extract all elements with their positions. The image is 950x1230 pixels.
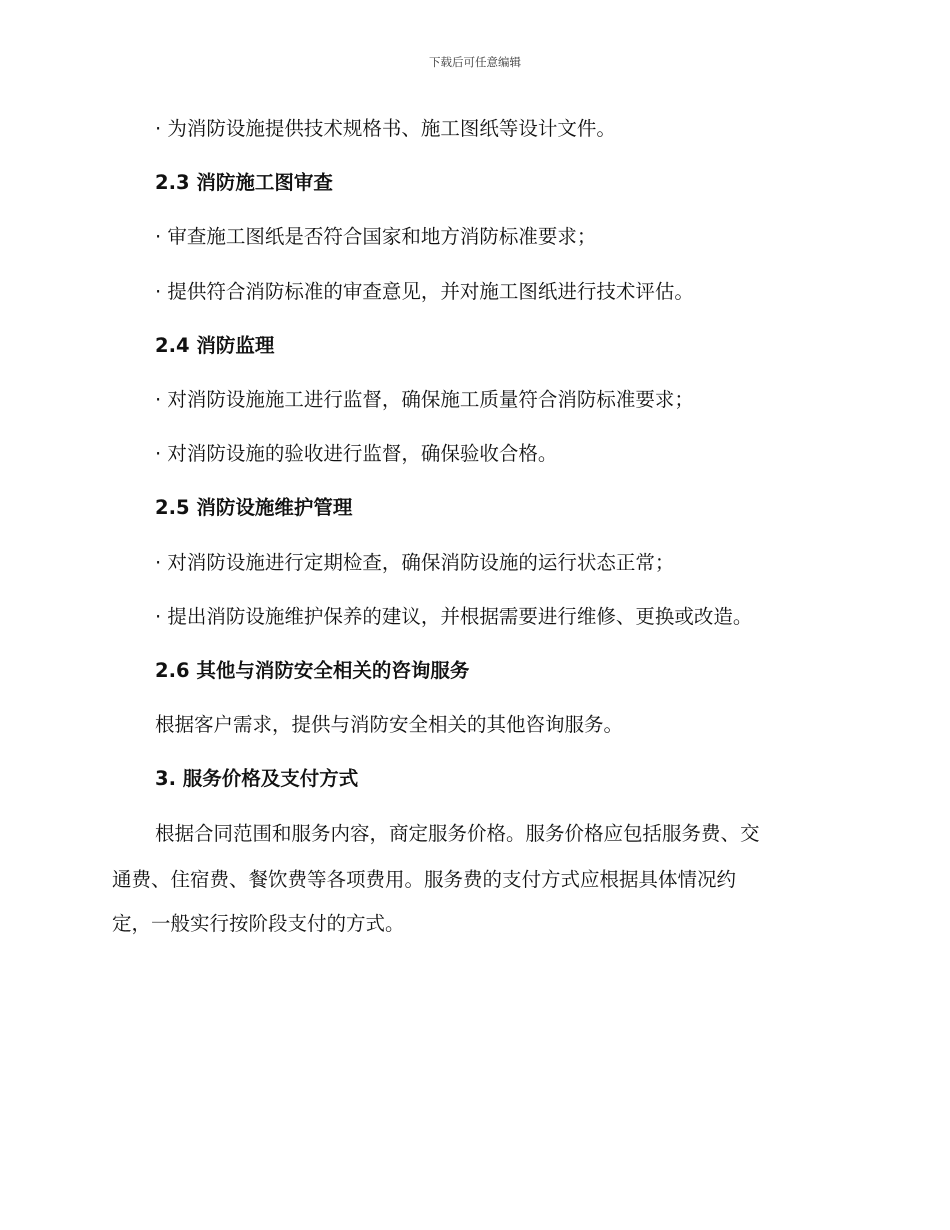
paragraph-pricing-line-3: 定，一般实行按阶段支付的方式。 [112,912,405,935]
page-header: 下载后可任意编辑 [429,55,521,69]
bullet-review-opinions: · 提供符合消防标准的审查意见，并对施工图纸进行技术评估。 [155,280,694,303]
paragraph-other-services: 根据客户需求，提供与消防安全相关的其他咨询服务。 [155,713,624,736]
section-heading-2-5: 2.5 消防设施维护管理 [155,496,353,519]
bullet-supervise-acceptance: · 对消防设施的验收进行监督，确保验收合格。 [155,442,558,465]
bullet-maintenance-advice: · 提出消防设施维护保养的建议，并根据需要进行维修、更换或改造。 [155,605,753,628]
bullet-review-drawings: · 审查施工图纸是否符合国家和地方消防标准要求； [155,225,597,248]
section-heading-2-3: 2.3 消防施工图审查 [155,171,333,194]
section-heading-3: 3. 服务价格及支付方式 [155,767,359,790]
bullet-supervise-construction: · 对消防设施施工进行监督，确保施工质量符合消防标准要求； [155,388,694,411]
paragraph-pricing-line-2: 通费、住宿费、餐饮费等各项费用。服务费的支付方式应根据具体情况约 [112,868,737,891]
section-heading-2-4: 2.4 消防监理 [155,334,275,357]
bullet-periodic-inspection: · 对消防设施进行定期检查，确保消防设施的运行状态正常； [155,551,675,574]
paragraph-pricing-line-1: 根据合同范围和服务内容，商定服务价格。服务价格应包括服务费、交 [155,822,760,845]
bullet-design-documents: · 为消防设施提供技术规格书、施工图纸等设计文件。 [155,117,616,140]
section-heading-2-6: 2.6 其他与消防安全相关的咨询服务 [155,659,470,682]
